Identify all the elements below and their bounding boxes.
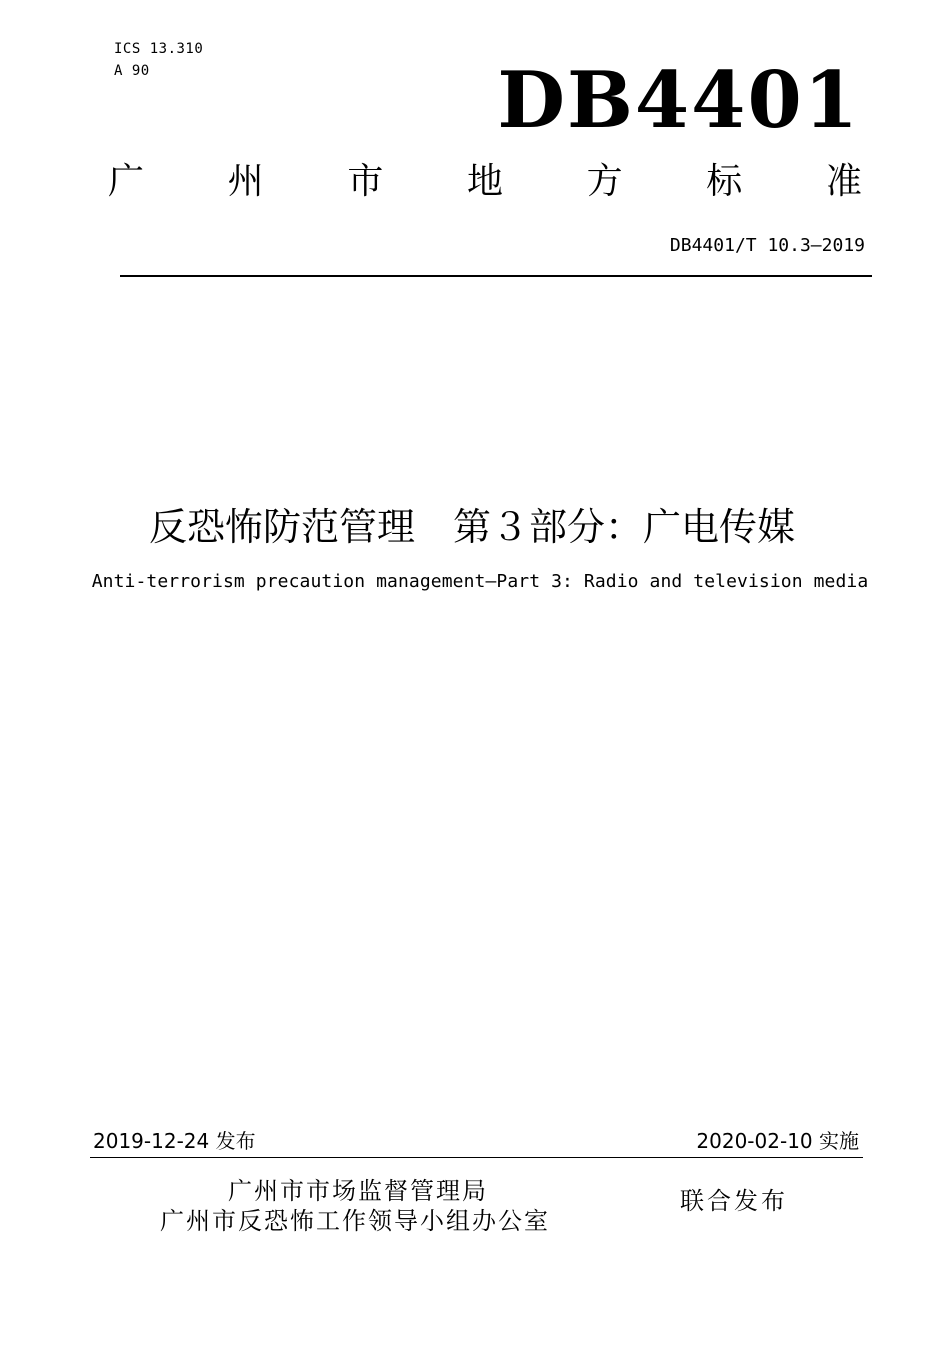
top-divider xyxy=(120,275,872,277)
standard-type-char: 广 xyxy=(108,161,145,202)
issuer-market-supervision: 广州市市场监督管理局 xyxy=(228,1177,488,1205)
joint-release-label: 联合发布 xyxy=(680,1187,788,1215)
standard-type-char: 准 xyxy=(825,161,862,202)
standard-type-char: 州 xyxy=(227,161,264,202)
standard-logo: DB4401 xyxy=(497,55,860,146)
title-english: Anti-terrorism precaution management—Part 3: Radio and television media xyxy=(91,571,869,592)
bottom-divider xyxy=(90,1157,863,1158)
standard-number: DB4401/T 10.3—2019 xyxy=(669,235,865,256)
implementation-date: 2020-02-10 实施 xyxy=(696,1129,859,1153)
standard-type xyxy=(108,157,862,207)
issue-date: 2019-12-24 发布 xyxy=(93,1129,256,1153)
standard-type-char: 标 xyxy=(706,161,743,202)
issuer-anti-terrorism-office: 广州市反恐怖工作领导小组办公室 xyxy=(160,1207,550,1235)
standard-type-char: 地 xyxy=(466,161,503,202)
title-chinese: 反恐怖防范管理 第３部分：广电传媒 xyxy=(148,505,795,549)
standard-type-char: 方 xyxy=(586,161,623,202)
ics-code: ICS 13.310 xyxy=(114,41,204,57)
standard-type-char: 市 xyxy=(347,161,384,202)
ccs-code: A 90 xyxy=(114,63,150,79)
